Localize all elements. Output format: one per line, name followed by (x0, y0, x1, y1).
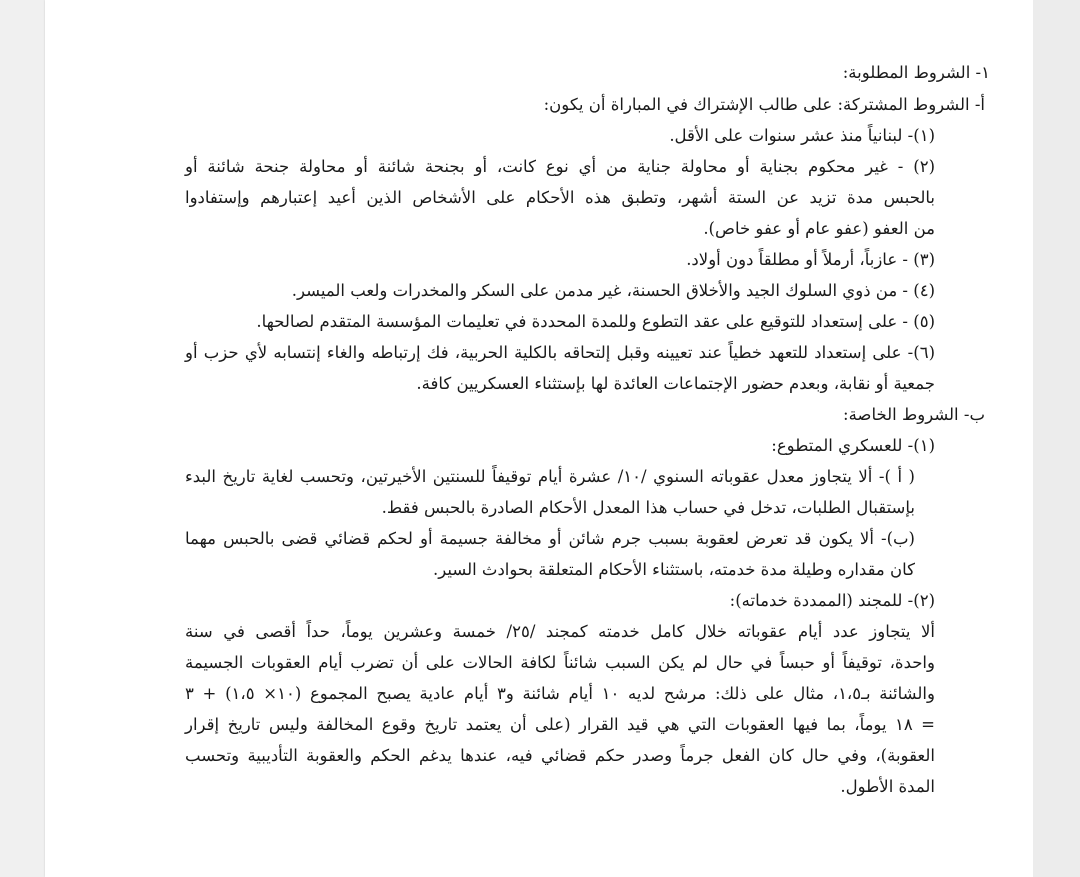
condition-2-line-1: (٢) - غير محكوم بجناية أو محاولة جناية من أي نوع كانت، أو بجنحة شائنة أو محاولة جنحة شائنة أو (185, 157, 935, 176)
volunteer-a-line-2: بإستقبال الطلبات، تدخل في حساب هذا المعدل الأحكام الصادرة بالحبس فقط. (381, 498, 915, 517)
conscript-title: (٢)- للمجند (الممددة خدماته): (729, 591, 935, 610)
section-a-title: أ- الشروط المشتركة: على طالب الإشتراك في المباراة أن يكون: (543, 95, 985, 114)
condition-1: (١)- لبنانياً منذ عشر سنوات على الأقل. (669, 126, 935, 145)
conscript-line-4: = ١٨ يوماً، بما فيها العقوبات التي هي قيد القرار (على أن يعتمد تاريخ وقوع المخالفة وليس تاريخ إقرار (185, 715, 935, 734)
volunteer-a-line-1: ( أ )- ألا يتجاوز معدل عقوباته السنوي /١٠/ عشرة أيام توقيفاً للسنتين الأخيرتين، وتحسب لغاية تاريخ البدء (185, 467, 915, 486)
condition-6-line-2: جمعية أو نقابة، وبعدم حضور الإجتماعات العائدة لها بإستثناء العسكريين كافة. (416, 374, 935, 393)
condition-3: (٣) - عازباً، أرملاً أو مطلقاً دون أولاد. (686, 250, 935, 269)
condition-5: (٥) - على إستعداد للتوقيع على عقد التطوع وللمدة المحددة في تعليمات المؤسسة المتقدم لصالحها. (256, 312, 935, 331)
volunteer-b-line-2: كان مقداره وطيلة مدة خدمته، باستثناء الأحكام المتعلقة بحوادث السير. (433, 560, 915, 579)
volunteer-b-line-1: (ب)- ألا يكون قد تعرض لعقوبة بسبب جرم شائن أو مخالفة جسيمة أو لحكم قضائي قضى بالحبس مهما (185, 529, 915, 548)
condition-4: (٤) - من ذوي السلوك الجيد والأخلاق الحسنة، غير مدمن على السكر والمخدرات ولعب الميسر. (291, 281, 935, 300)
condition-2-line-3: من العفو (عفو عام أو عفو خاص). (703, 219, 935, 238)
conscript-line-1: ألا يتجاوز عدد أيام عقوباته خلال كامل خدمته كمجند /٢٥/ خمسة وعشرين يوماً، حداً أقصى في سنة (185, 622, 935, 641)
conscript-line-6: المدة الأطول. (840, 777, 935, 796)
conscript-line-3: والشائنة بـ١،٥، مثال على ذلك: مرشح لديه ١٠ أيام شائنة و٣ أيام عادية يصبح المجموع (١٠× ١،٥) + ٣ (185, 684, 935, 703)
volunteer-title: (١)- للعسكري المتطوع: (771, 436, 935, 455)
conscript-line-2: واحدة، توقيفاً أو حبساً في حال لم يكن السبب شائناً لكافة الحالات على أن تضرب أيام العقوبات الجسيمة (185, 653, 935, 672)
condition-2-line-2: بالحبس مدة تزيد عن الستة أشهر، وتطبق هذه الأحكام على الأشخاص الذين أعيد إعتبارهم وإستفادوا (185, 188, 935, 207)
heading-requirements: ١- الشروط المطلوبة: (842, 63, 990, 82)
section-b-title: ب- الشروط الخاصة: (843, 405, 985, 424)
condition-6-line-1: (٦)- على إستعداد للتعهد خطياً عند تعيينه وقبل إلتحاقه بالكلية الحربية، فك إرتباطه والغاء إنتسابه لأي حزب أو (185, 343, 935, 362)
page-edge (1033, 0, 1080, 877)
conscript-line-5: العقوبة)، وفي حال كان الفعل جرماً وصدر حكم قضائي فيه، عندها يدغم الحكم والعقوبة التأديبية وتحسب (185, 746, 935, 765)
